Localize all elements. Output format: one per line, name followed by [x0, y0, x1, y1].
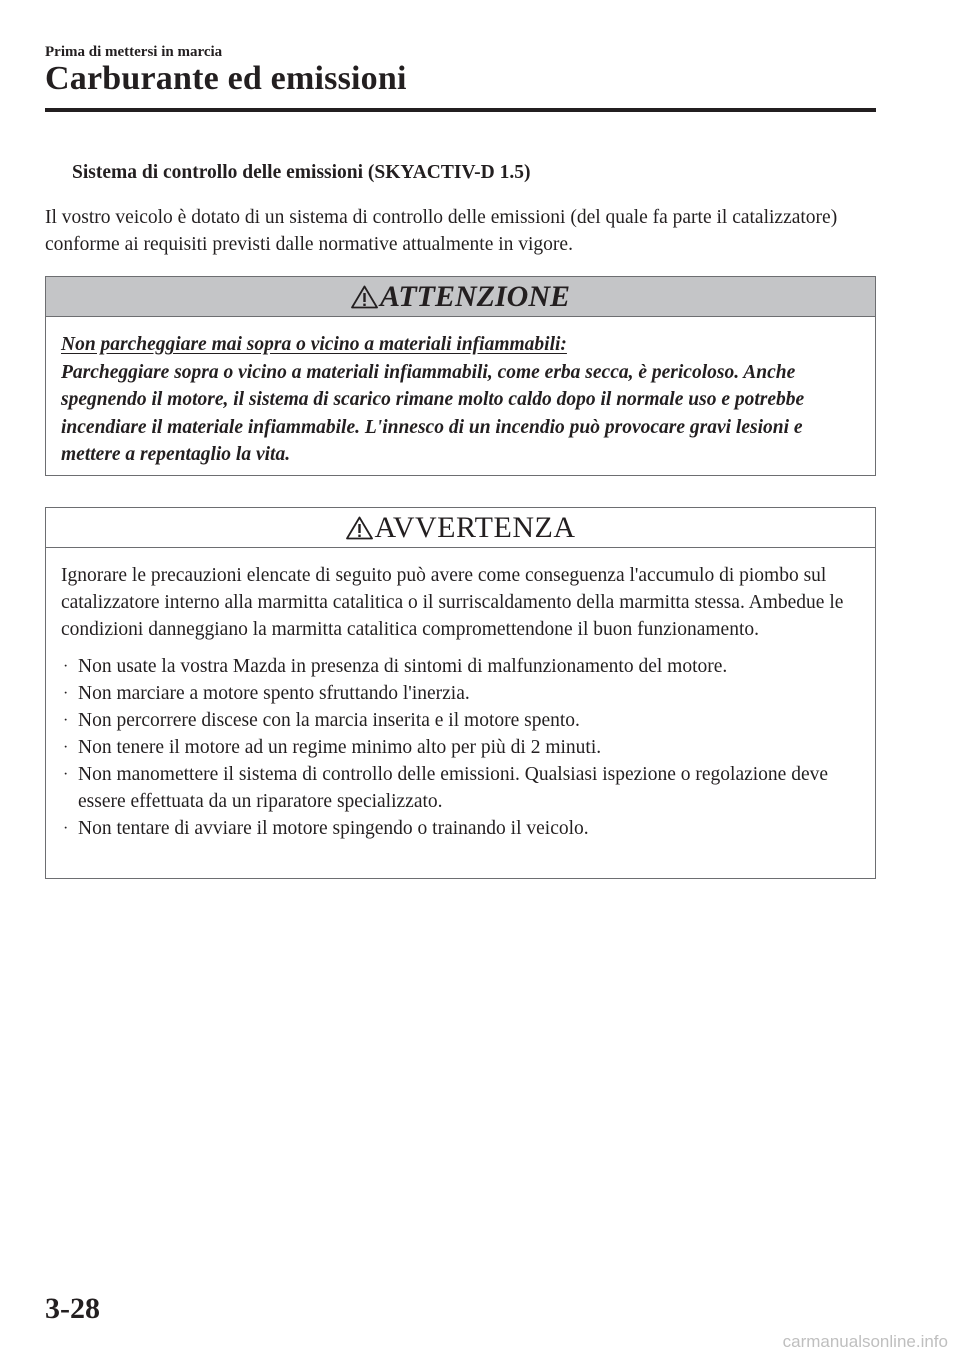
warning-label: AVVERTENZA	[374, 510, 576, 544]
watermark: carmanualsonline.info	[782, 1332, 948, 1351]
bullet: ·	[63, 658, 69, 675]
section-label: Prima di mettersi in marcia	[45, 44, 223, 60]
page-number: 3-28	[45, 1292, 100, 1325]
caution-label: ATTENZIONE	[379, 279, 571, 313]
subheading: Sistema di controllo delle emissioni (SKYACTIV-D 1.5)	[72, 162, 531, 183]
warning-triangle-icon	[351, 285, 378, 309]
page-title: Carburante ed emissioni	[45, 60, 407, 97]
list-item: · Non marciare a motore spento sfruttando l'inerzia.	[61, 680, 861, 707]
list-item: · Non tenere il motore ad un regime minimo alto per più di 2 minuti.	[61, 734, 861, 761]
caution-body	[46, 317, 875, 469]
list-item: · Non percorrere discese con la marcia inserita e il motore spento.	[61, 707, 861, 734]
warning-triangle-icon	[346, 516, 373, 540]
warning-body	[46, 548, 875, 842]
bullet: ·	[63, 685, 69, 702]
bullet: ·	[63, 739, 69, 756]
caution-header	[46, 277, 875, 317]
list-item: · Non manomettere il sistema di controllo delle emissioni. Qualsiasi ispezione o regolazione deve essere effettuata da un riparatore specializzato.	[61, 761, 861, 815]
warning-list	[61, 653, 861, 842]
bullet: ·	[63, 766, 69, 783]
title-divider	[45, 108, 876, 112]
caution-box	[45, 276, 876, 476]
caution-title: Non parcheggiare mai sopra o vicino a materiali infiammabili:	[61, 334, 567, 355]
bullet: ·	[63, 712, 69, 729]
warning-header	[46, 508, 875, 548]
intro-paragraph: Il vostro veicolo è dotato di un sistema di controllo delle emissioni (del quale fa parte il catalizzatore) conforme ai requisiti previsti dalle normative attualmente in vigore.	[45, 207, 838, 255]
list-item: · Non tentare di avviare il motore spingendo o trainando il veicolo.	[61, 815, 861, 842]
warning-text: Ignorare le precauzioni elencate di seguito può avere come conseguenza l'accumulo di piombo sul catalizzatore interno alla marmitta catalitica o il surriscaldamento della marmitta stessa. Ambedue le condizioni danneggiano la marmitta catalitica compromettendone il buon funzionamento.	[61, 565, 844, 640]
warning-box	[45, 507, 876, 879]
list-item: · Non usate la vostra Mazda in presenza di sintomi di malfunzionamento del motore.	[61, 653, 861, 680]
bullet: ·	[63, 820, 69, 837]
caution-text: Parcheggiare sopra o vicino a materiali infiammabili, come erba secca, è pericoloso. Anche spegnendo il motore, il sistema di scarico rimane molto caldo dopo il normale uso e potrebbe incendiare il materiale infiammabile. L'innesco di un incendio può provocare gravi lesioni e mettere a repentaglio la vita.	[61, 361, 805, 465]
